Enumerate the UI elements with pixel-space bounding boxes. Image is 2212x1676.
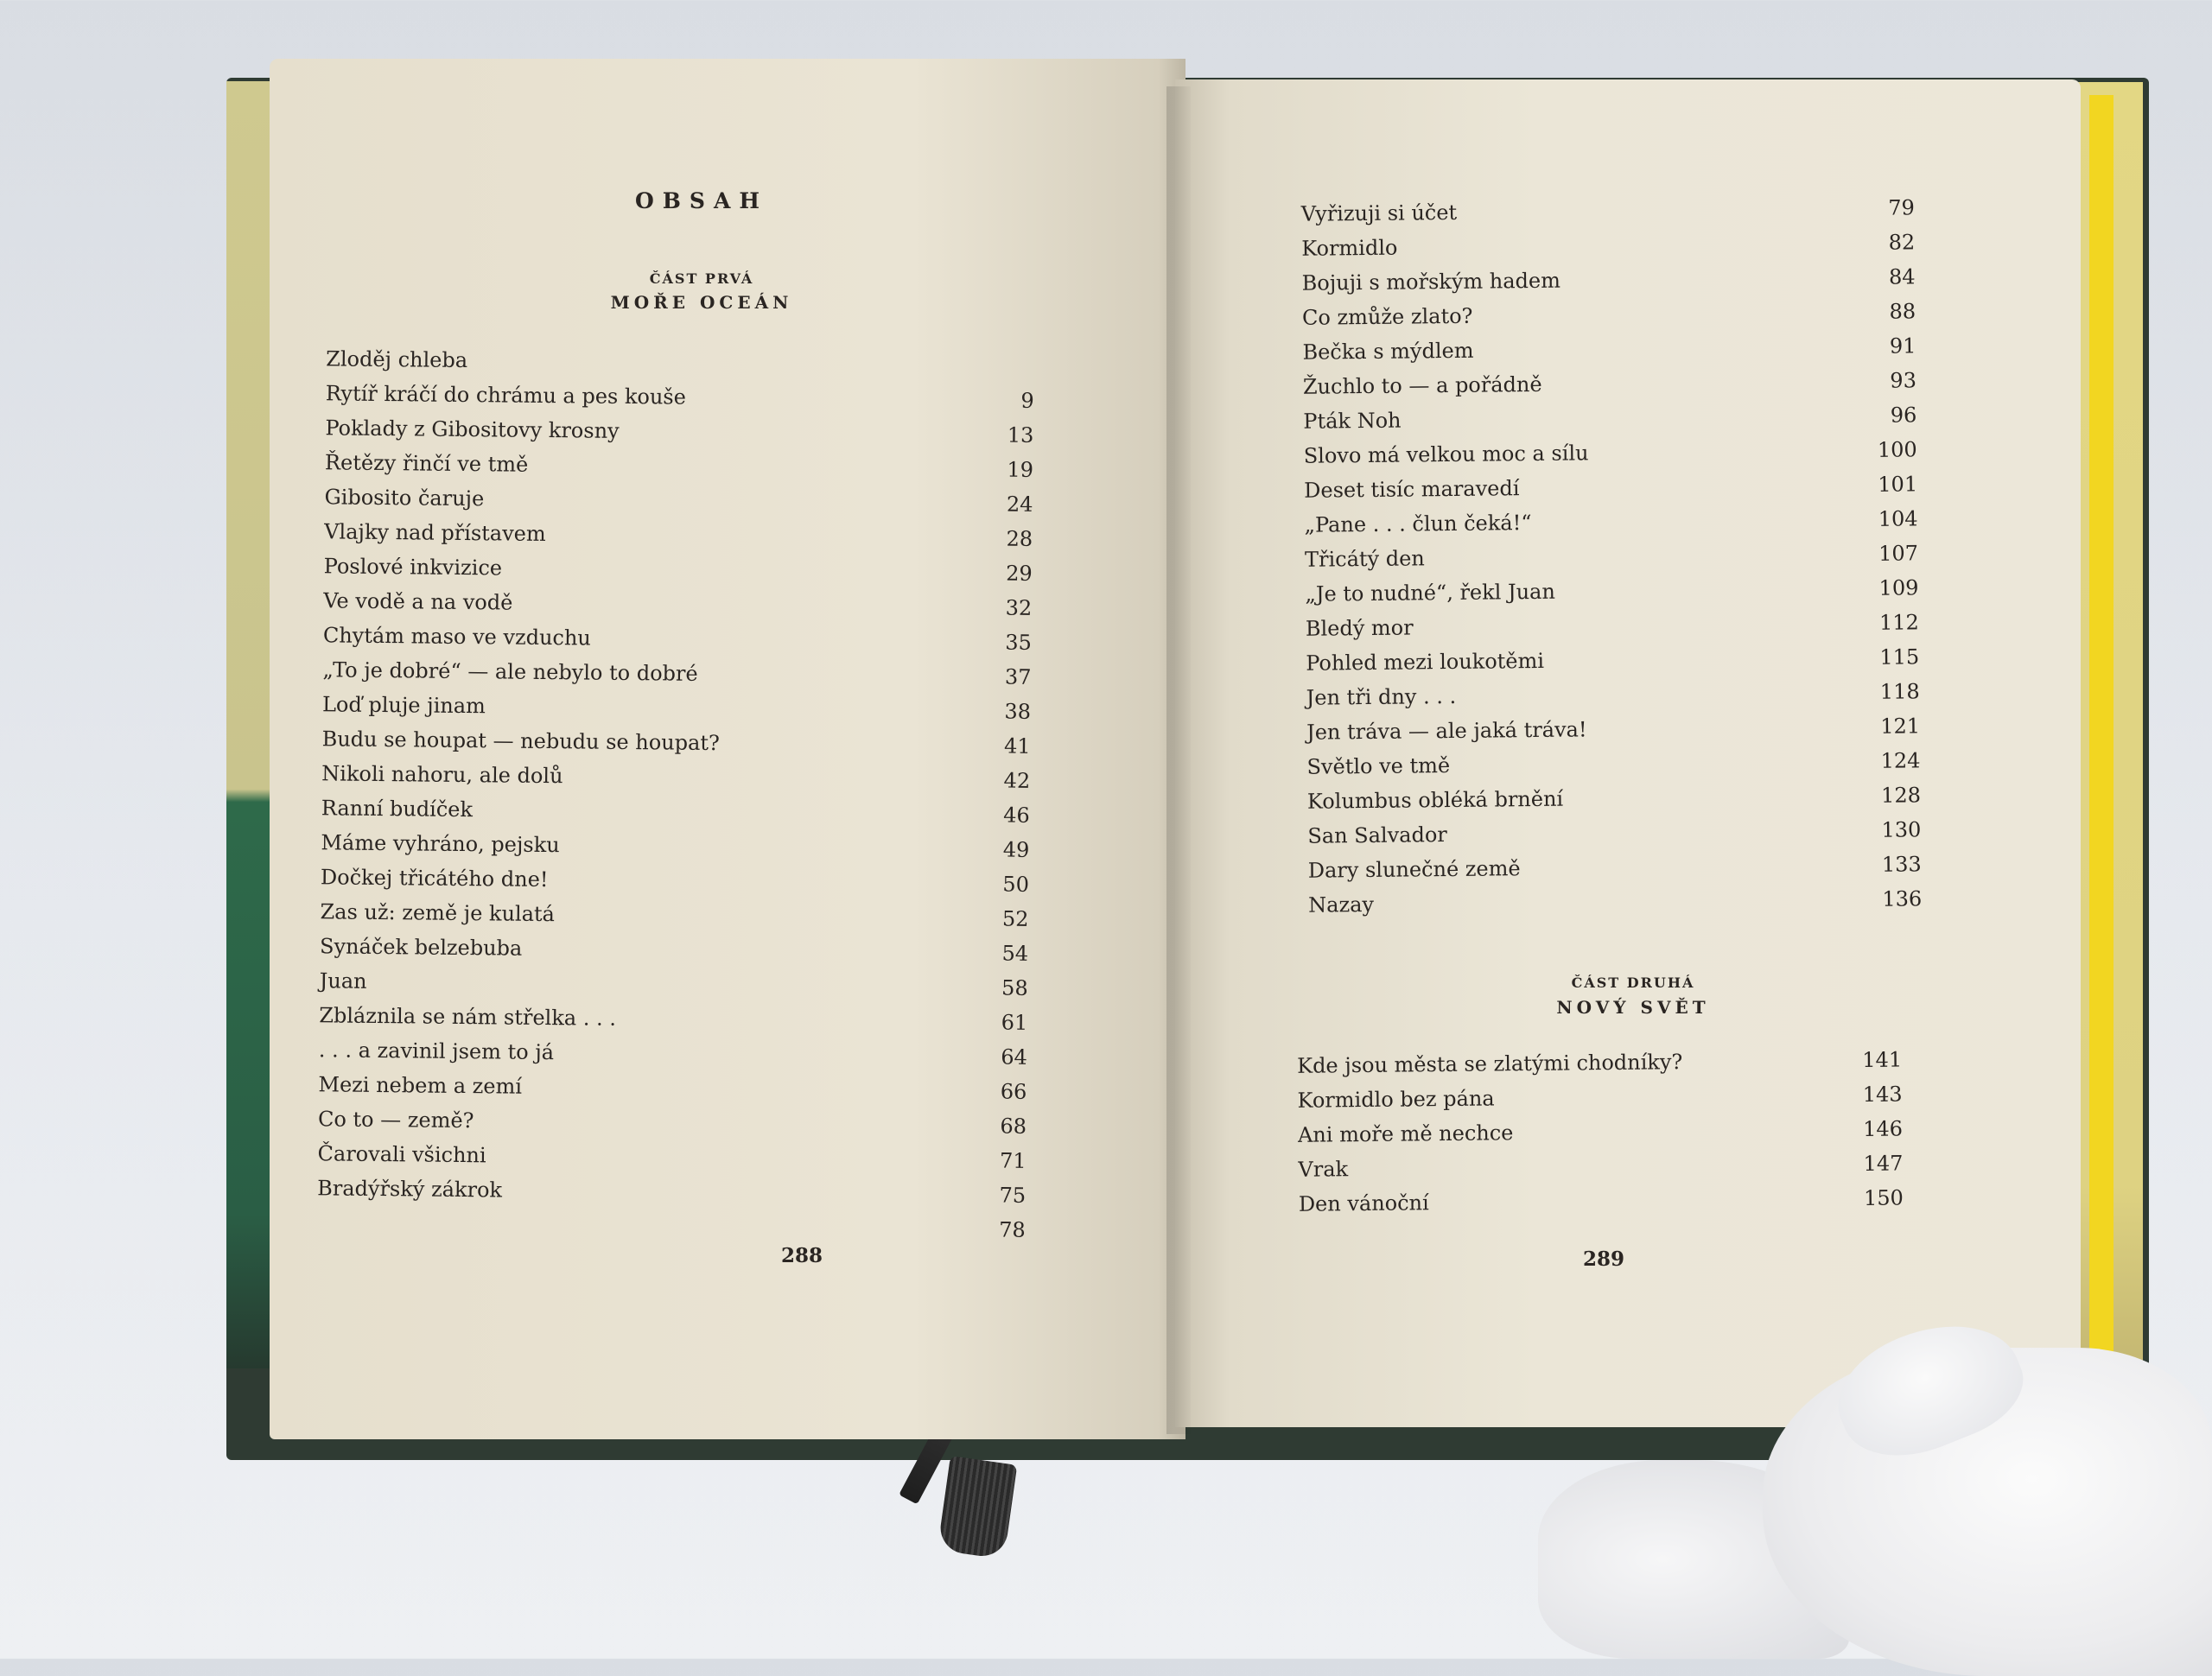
toc-entry-page: 107 bbox=[1878, 541, 1919, 566]
cover-yellow-stripe bbox=[2089, 95, 2113, 1443]
toc-entry-title: Slovo má velkou moc a sílu bbox=[1303, 441, 1589, 468]
bookmark-tassel bbox=[938, 1456, 1018, 1559]
toc-entry-page: 124 bbox=[1880, 748, 1921, 773]
toc-entry-page: 35 bbox=[1005, 630, 1033, 655]
toc-entry-title: Kormidlo bez pána bbox=[1297, 1086, 1495, 1113]
toc-entry-page: 58 bbox=[1001, 975, 1028, 1000]
toc-entry-page: 115 bbox=[1879, 644, 1920, 670]
toc-entry-title: „Pane . . . člun čeká!“ bbox=[1304, 511, 1532, 537]
toc-list-left bbox=[317, 341, 1104, 1247]
toc-entry-page: 101 bbox=[1878, 472, 1918, 497]
toc-entry-title: Bledý mor bbox=[1305, 615, 1414, 641]
toc-entry-page: 28 bbox=[1006, 526, 1033, 551]
toc-entry-page: 100 bbox=[1877, 437, 1917, 462]
toc-entry-page: 68 bbox=[1000, 1114, 1027, 1139]
toc-entry-title: Co to — země? bbox=[317, 1107, 474, 1133]
toc-entry-title: Vlajky nad přístavem bbox=[324, 519, 546, 546]
page-number-right: 289 bbox=[1583, 1247, 1625, 1271]
toc-list-right-part-two bbox=[1297, 1042, 1929, 1222]
toc-entry-title: Nikoli nahoru, ale dolů bbox=[321, 761, 563, 789]
toc-entry-page: 130 bbox=[1881, 817, 1922, 842]
toc-entry-page: 37 bbox=[1004, 664, 1032, 689]
toc-entry-title: Třicátý den bbox=[1304, 546, 1425, 572]
toc-entry-title: Zas už: země je kulatá bbox=[320, 899, 556, 927]
toc-entry-page: 143 bbox=[1862, 1082, 1903, 1107]
toc-entry-page: 150 bbox=[1863, 1185, 1904, 1210]
toc-entry-page: 93 bbox=[1890, 368, 1917, 393]
toc-entry-title: Gibosito čaruje bbox=[324, 485, 485, 511]
toc-entry-page: 41 bbox=[1003, 733, 1031, 759]
toc-entry-title: Řetězy řinčí ve tmě bbox=[324, 450, 529, 477]
toc-entry-title: Zloděj chleba bbox=[326, 346, 468, 373]
toc-entry-page: 66 bbox=[1000, 1079, 1027, 1104]
toc-entry-title: „To je dobré“ — ale nebylo to dobré bbox=[322, 657, 698, 686]
toc-entry-page: 78 bbox=[999, 1217, 1026, 1242]
toc-entry-page: 54 bbox=[1001, 941, 1029, 966]
toc-entry-title: „Je to nudné“, řekl Juan bbox=[1305, 579, 1556, 606]
toc-entry-page: 49 bbox=[1002, 837, 1030, 862]
toc-entry-title: Pohled mezi loukotěmi bbox=[1306, 648, 1545, 676]
toc-entry-title: Loď pluje jinam bbox=[321, 692, 486, 719]
toc-entry-title: Poklady z Gibositovy krosny bbox=[325, 416, 620, 443]
toc-entry-title: Dary slunečné země bbox=[1307, 856, 1521, 883]
toc-entry-title: Vyřizuji si účet bbox=[1300, 200, 1458, 226]
toc-entry-title: Jen tráva — ale jaká tráva! bbox=[1306, 717, 1587, 745]
toc-entry-page: 91 bbox=[1889, 333, 1916, 359]
toc-entry-page: 64 bbox=[1001, 1044, 1027, 1070]
toc-entry-page: 136 bbox=[1882, 886, 1923, 911]
toc-entry-title: Ranní budíček bbox=[321, 796, 474, 822]
toc-entry-page bbox=[965, 348, 1034, 349]
toc-entry-title: Co zmůže zlato? bbox=[1301, 303, 1473, 330]
toc-entry-title: Máme vyhráno, pejsku bbox=[321, 830, 560, 858]
toc-entry-page: 96 bbox=[1890, 403, 1917, 428]
toc-entry-title: Zbláznila se nám střelka . . . bbox=[319, 1003, 617, 1031]
toc-entry-page: 128 bbox=[1880, 783, 1922, 808]
toc-entry-page: 42 bbox=[1003, 768, 1031, 793]
toc-entry-title: Synáček belzebuba bbox=[319, 934, 523, 961]
toc-entry-page: 29 bbox=[1006, 561, 1033, 586]
book-gutter bbox=[1166, 86, 1191, 1434]
toc-entry-title: Vrak bbox=[1298, 1157, 1349, 1182]
toc-entry-title: Kormidlo bbox=[1301, 235, 1398, 261]
toc-list-right bbox=[1301, 190, 1931, 922]
part-two-label: ČÁST DRUHÁ bbox=[1571, 974, 1695, 991]
toc-entry-page: 50 bbox=[1002, 872, 1030, 897]
toc-entry-page: 13 bbox=[1007, 422, 1034, 448]
toc-entry-page: 9 bbox=[1020, 388, 1034, 413]
toc-entry-page: 61 bbox=[1001, 1010, 1028, 1035]
toc-entry-title: Den vánoční bbox=[1298, 1190, 1429, 1216]
toc-entry bbox=[1308, 881, 1930, 923]
toc-entry-page: 133 bbox=[1881, 852, 1922, 877]
toc-entry-title: Rytíř kráčí do chrámu a pes kouše bbox=[325, 381, 687, 409]
toc-entry-title: Bradýřský zákrok bbox=[317, 1176, 503, 1203]
toc-entry-page: 84 bbox=[1888, 264, 1916, 289]
toc-entry-title: Chytám maso ve vzduchu bbox=[322, 623, 591, 651]
toc-entry-page: 19 bbox=[1007, 457, 1034, 482]
toc-entry-title: Ve vodě a na vodě bbox=[323, 588, 513, 615]
toc-entry-page: 71 bbox=[999, 1148, 1027, 1173]
part-two-name: NOVÝ SVĚT bbox=[1556, 997, 1710, 1018]
toc-entry-title: Mezi nebem a zemí bbox=[318, 1072, 523, 1099]
toc-entry-title: Bojuji s mořským hadem bbox=[1301, 268, 1561, 295]
toc-entry-page: 38 bbox=[1004, 699, 1032, 724]
toc-entry-title: Bečka s mýdlem bbox=[1302, 338, 1474, 365]
toc-entry-title: . . . a zavinil jsem to já bbox=[318, 1038, 555, 1065]
toc-entry-title: San Salvador bbox=[1307, 822, 1447, 848]
toc-entry-page: 147 bbox=[1863, 1151, 1904, 1176]
toc-entry-page: 141 bbox=[1862, 1047, 1903, 1072]
toc-entry-title: Světlo ve tmě bbox=[1306, 753, 1451, 779]
toc-entry bbox=[1299, 1180, 1929, 1222]
page-number-left: 288 bbox=[781, 1244, 823, 1267]
toc-entry-title: Pták Noh bbox=[1303, 408, 1402, 434]
toc-entry-title: Deset tisíc maravedí bbox=[1304, 476, 1520, 503]
toc-entry-page: 121 bbox=[1880, 714, 1921, 739]
toc-entry-title: Ani moře mě nechce bbox=[1297, 1121, 1514, 1147]
toc-entry-title: Kolumbus obléká brnění bbox=[1306, 786, 1564, 814]
toc-entry-title: Poslové inkvizice bbox=[323, 554, 503, 581]
toc-entry-page: 118 bbox=[1879, 679, 1920, 704]
toc-entry-title: Juan bbox=[319, 968, 367, 994]
toc-entry-title: Kde jsou města se zlatými chodníky? bbox=[1297, 1050, 1683, 1078]
toc-entry-page: 24 bbox=[1006, 492, 1033, 517]
toc-entry-title: Budu se houpat — nebudu se houpat? bbox=[321, 727, 721, 756]
toc-entry-page: 112 bbox=[1878, 610, 1919, 635]
toc-entry-page: 52 bbox=[1001, 906, 1029, 931]
toc-entry-page: 32 bbox=[1005, 595, 1033, 620]
toc-entry-page: 75 bbox=[999, 1183, 1027, 1208]
toc-entry-page: 104 bbox=[1878, 506, 1918, 531]
toc-entry-page: 109 bbox=[1878, 575, 1919, 600]
toc-entry-page: 46 bbox=[1003, 803, 1030, 828]
toc-entry-page: 146 bbox=[1863, 1116, 1904, 1141]
part-one-name: MOŘE OCEÁN bbox=[610, 292, 793, 313]
toc-entry-title: Dočkej třicátého dne! bbox=[320, 865, 549, 892]
toc-entry-title: Čarovali všichni bbox=[317, 1141, 486, 1168]
toc-entry-page: 82 bbox=[1888, 230, 1916, 255]
part-one-label: ČÁST PRVÁ bbox=[649, 270, 754, 287]
toc-entry-title: Nazay bbox=[1308, 892, 1375, 917]
toc-entry-title: Žuchlo to — a pořádně bbox=[1302, 371, 1542, 399]
toc-entry-page: 88 bbox=[1889, 299, 1916, 324]
toc-entry-title: Jen tři dny . . . bbox=[1306, 683, 1457, 710]
toc-entry-page: 79 bbox=[1888, 195, 1915, 220]
toc-entry bbox=[317, 1205, 1095, 1247]
left-page bbox=[270, 59, 1185, 1439]
toc-heading: OBSAH bbox=[635, 188, 768, 213]
right-page bbox=[1175, 79, 2081, 1427]
